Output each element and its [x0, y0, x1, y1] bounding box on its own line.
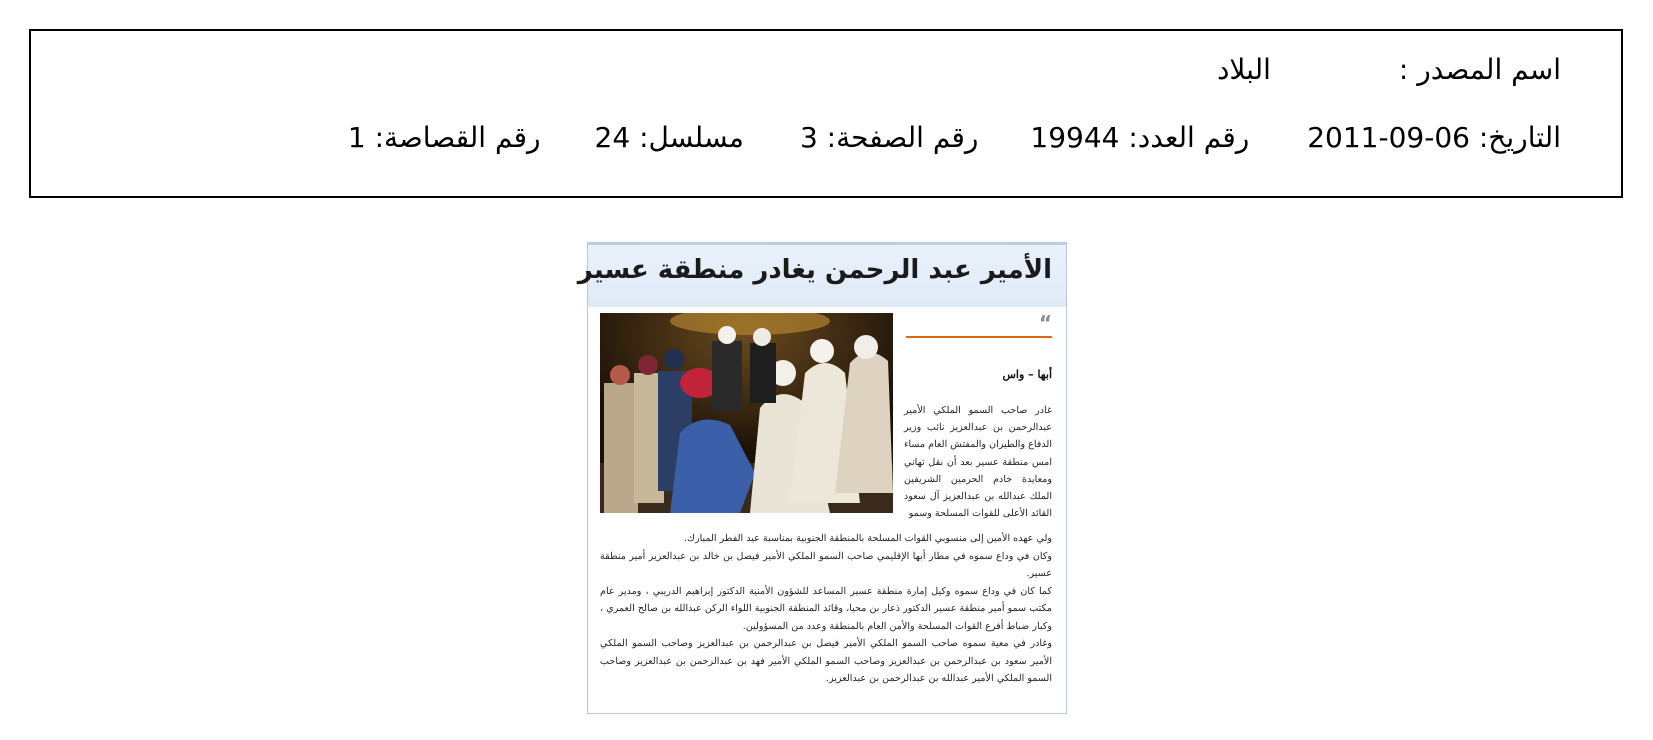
article-paragraph-2: وكان في وداع سموه في مطار أبها الإقليمي صاحب السمو الملكي الأمير فيصل بن خالد بن عبدالعزيز أمير منطقة عسير.	[600, 550, 1052, 579]
article-paragraph-1: غادر صاحب السمو الملكي الأمير عبدالرحمن بن عبدالعزيز نائب وزير الدفاع والطيران والمفتش العام مساء امس منطقة عسير بعد أن نقل تهاني ومعايدة خادم الحرمين الشريفين الملك عبدالله بن عبدالعزيز آل سعود القائد الأعلى للقوات المسلحة وسمو	[903, 405, 1052, 520]
article-paragraph-4: وغادر في معية سموه صاحب السمو الملكي الأمير فيصل بن عبدالرحمن بن عبدالعزيز وصاحب السمو الملكي الأمير سعود بن عبدالرحمن بن عبدالعزيز وصاحب السمو الملكي الأمير فهد بن عبدالرحمن بن عبدالعزيز وصاحب السمو الملكي الأمير عبدالله بن عبدالرحمن بن عبدالعزيز.	[600, 638, 1052, 684]
clip-number-value: 1	[347, 121, 366, 154]
source-label: اسم المصدر :	[1398, 53, 1561, 86]
clipping-metadata-box	[29, 29, 1623, 198]
date-label: التاريخ:	[1478, 121, 1561, 154]
clip-number-label: رقم القصاصة:	[374, 121, 541, 154]
date-value: 2011-09-06	[1307, 121, 1470, 154]
serial-label: مسلسل:	[639, 121, 744, 154]
farewell-photo	[600, 313, 893, 513]
issue-label: رقم العدد:	[1128, 121, 1250, 154]
article-body-wide	[600, 530, 1052, 688]
article-photo	[600, 313, 893, 513]
article-paragraph-3: كما كان في وداع سموه وكيل إمارة منطقة عسير المساعد للشؤون الأمنية الدكتور إبراهيم الدريبي ، ومدير عام مكتب سمو أمير منطقة عسير الدكتور ذعار بن محيا، وقائد المنطقة الجنوبية اللواء الركن عبدالله بن صالح العمري ، وكبار ضباط أفرع القوات المسلحة والأمن العام بالمنطقة وعدد من المسؤولين.	[600, 585, 1052, 632]
source-row	[1217, 53, 1561, 86]
issue-value: 19944	[1030, 121, 1120, 154]
source-value: البلاد	[1216, 53, 1271, 86]
newspaper-clipping	[577, 242, 1067, 714]
serial-value: 24	[594, 121, 631, 154]
page-value: 3	[799, 121, 818, 154]
accent-divider	[906, 336, 1052, 338]
details-row	[348, 121, 1561, 154]
page-label: رقم الصفحة:	[826, 121, 979, 154]
article-dateline: أبها – واس	[1002, 368, 1052, 381]
quote-mark: “	[1038, 311, 1052, 335]
headline-bar	[577, 245, 1066, 307]
article-headline: الأمير عبد الرحمن يغادر منطقة عسير	[577, 255, 1052, 285]
article-paragraph-1-continued: ولي عهده الأمين إلى منسوبي القوات المسلحة بالمنطقة الجنوبية بمناسبة عيد الفطر المبارك.	[683, 533, 1052, 544]
